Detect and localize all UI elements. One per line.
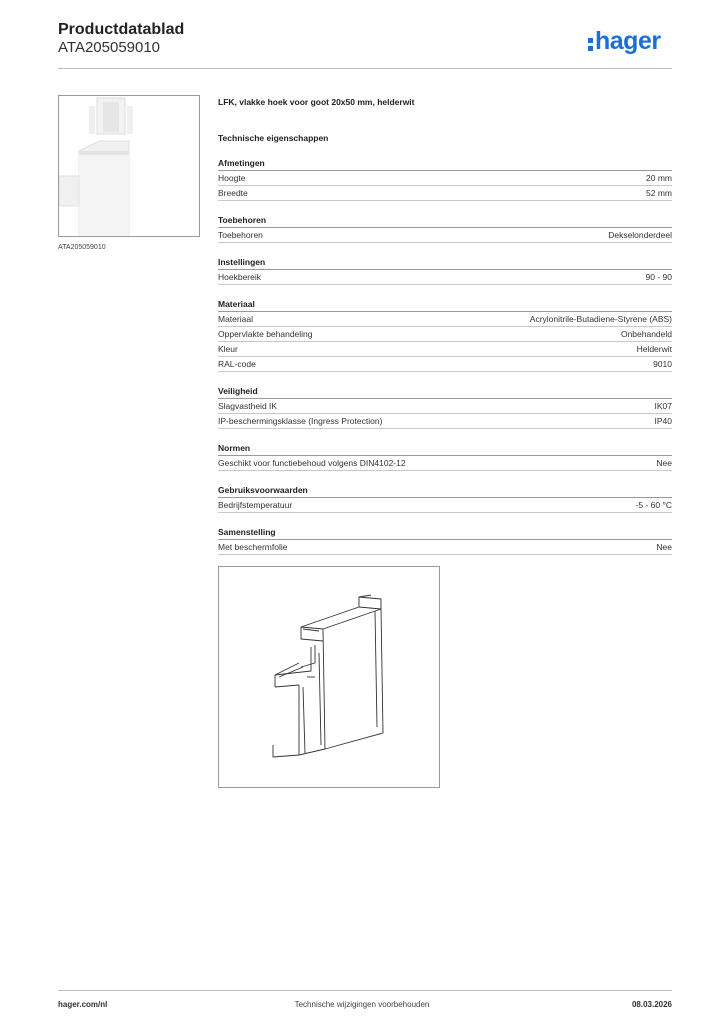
spec-label: Slagvastheid IK xyxy=(218,401,278,411)
group-title: Afmetingen xyxy=(218,158,672,171)
spec-group-usage-conditions xyxy=(218,485,672,513)
logo-colon-icon xyxy=(588,38,593,51)
spec-group-accessories xyxy=(218,215,672,243)
hager-logo xyxy=(588,26,661,56)
group-title: Samenstelling xyxy=(218,527,672,540)
spec-label: Oppervlakte behandeling xyxy=(218,329,313,339)
spec-label: Breedte xyxy=(218,188,248,198)
spec-label: Bedrijfstemperatuur xyxy=(218,500,293,510)
group-title: Materiaal xyxy=(218,299,672,312)
spec-group-material xyxy=(218,299,672,372)
spec-row xyxy=(218,312,672,327)
spec-label: Toebehoren xyxy=(218,230,263,240)
specifications xyxy=(218,92,672,589)
spec-value: IK07 xyxy=(654,401,672,411)
technical-drawing xyxy=(218,566,440,788)
footer-website: hager.com/nl xyxy=(58,1000,108,1009)
spec-group-safety xyxy=(218,386,672,429)
spec-row xyxy=(218,270,672,285)
group-title: Toebehoren xyxy=(218,215,672,228)
group-title: Normen xyxy=(218,443,672,456)
spec-group-settings xyxy=(218,257,672,285)
technical-properties-heading: Technische eigenschappen xyxy=(218,133,329,143)
footer-divider xyxy=(58,990,672,991)
spec-group-standards xyxy=(218,443,672,471)
spec-row xyxy=(218,456,672,471)
footer-date: 08.03.2026 xyxy=(631,1000,672,1009)
product-photo xyxy=(58,95,200,237)
spec-label: Hoekbereik xyxy=(218,272,261,282)
flat-angle-drawing xyxy=(219,567,439,787)
spec-label: Met beschermfolie xyxy=(218,542,288,552)
spec-label: IP-beschermingsklasse (Ingress Protection) xyxy=(218,416,383,426)
header-divider xyxy=(58,68,672,69)
product-code: ATA205059010 xyxy=(58,39,161,56)
product-description: LFK, vlakke hoek voor goot 20x50 mm, helderwit xyxy=(218,97,415,107)
spec-row xyxy=(218,186,672,201)
spec-value: 90 - 90 xyxy=(645,272,672,282)
spec-label: Kleur xyxy=(218,344,238,354)
spec-label: Materiaal xyxy=(218,314,253,324)
spec-row xyxy=(218,498,672,513)
spec-value: Dekselonderdeel xyxy=(608,230,672,240)
group-title: Instellingen xyxy=(218,257,672,270)
spec-value: -5 - 60 °C xyxy=(635,500,672,510)
spec-value: Nee xyxy=(656,458,672,468)
spec-label: Hoogte xyxy=(218,173,246,183)
spec-value: IP40 xyxy=(654,416,672,426)
spec-value: 9010 xyxy=(653,359,672,369)
spec-row xyxy=(218,414,672,429)
product-photo-caption: ATA205059010 xyxy=(58,244,106,251)
spec-value: Acrylonitrile-Butadiene-Styrene (ABS) xyxy=(529,314,672,324)
footer-disclaimer: Technische wijzigingen voorbehouden xyxy=(294,1000,430,1009)
spec-label: Geschikt voor functiebehoud volgens DIN4102-12 xyxy=(218,458,406,468)
spec-label: RAL-code xyxy=(218,359,256,369)
spec-value: 20 mm xyxy=(646,173,672,183)
spec-row xyxy=(218,171,672,186)
spec-value: Onbehandeld xyxy=(620,329,672,339)
group-title: Veiligheid xyxy=(218,386,672,399)
spec-group-composition xyxy=(218,527,672,555)
spec-row xyxy=(218,327,672,342)
spec-row xyxy=(218,342,672,357)
spec-row xyxy=(218,357,672,372)
spec-row xyxy=(218,540,672,555)
logo-text: hager xyxy=(595,26,661,55)
spec-value: Nee xyxy=(656,542,672,552)
product-photo-image xyxy=(59,96,199,236)
spec-value: 52 mm xyxy=(646,188,672,198)
spec-row xyxy=(218,228,672,243)
page-title: Productdatablad xyxy=(58,21,185,38)
spec-row xyxy=(218,399,672,414)
spec-group-dimensions xyxy=(218,158,672,201)
group-title: Gebruiksvoorwaarden xyxy=(218,485,672,498)
spec-value: Helderwit xyxy=(636,344,672,354)
